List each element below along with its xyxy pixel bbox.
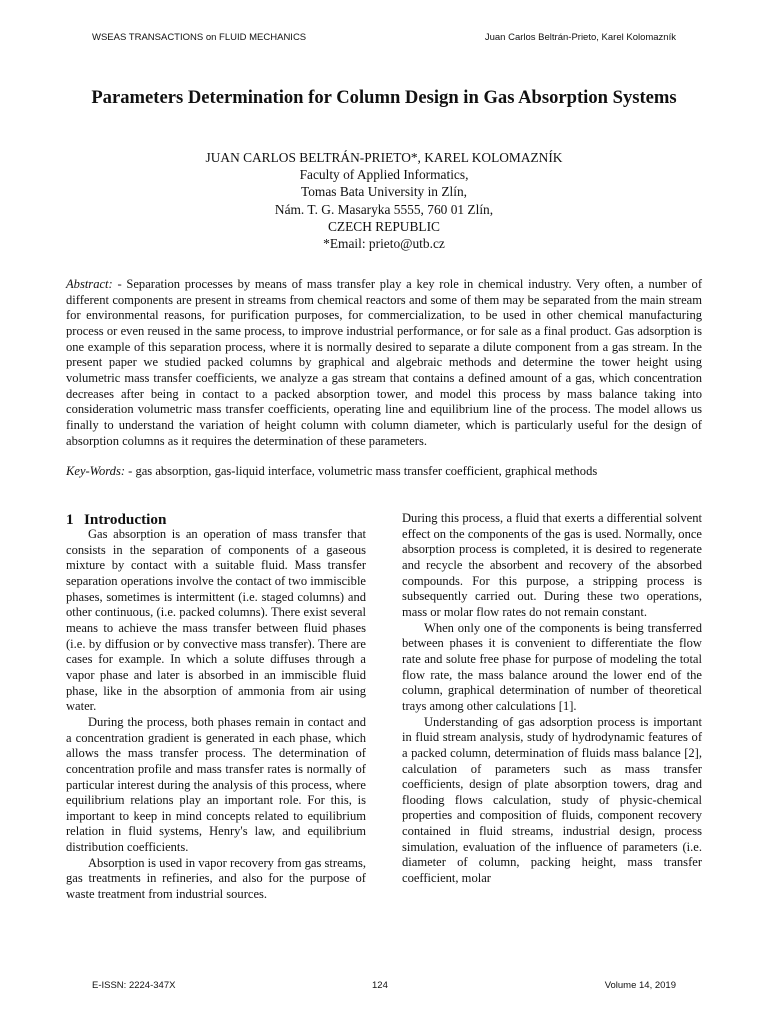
footer-page-number: 124 — [372, 980, 388, 991]
author-names: JUAN CARLOS BELTRÁN-PRIETO*, KAREL KOLOMAZNÍK — [205, 150, 563, 165]
running-header-authors: Juan Carlos Beltrán-Prieto, Karel Kolomazník — [484, 32, 676, 43]
body-paragraph: During the process, both phases remain in contact and a concentration gradient is generated in each phase, which allows the mass transfer process. The determination of concentration profile and mass transfer rates is normally of particular interest during the analysis of this process, where equilibrium relations play an important role. For this, is important to keep in mind concepts related to equilibrium relation in fluid systems, Henry's law, and equilibrium distribution coefficients. — [66, 714, 366, 855]
keywords-label: Key-Words: — [66, 464, 126, 479]
author-faculty: Faculty of Applied Informatics, — [299, 167, 469, 183]
left-column — [66, 527, 366, 903]
abstract-paragraph — [66, 277, 702, 449]
body-paragraph: Understanding of gas adsorption process is important in fluid stream analysis, study of hydrodynamic features of a packed column, determination of fluids mass balance [2], calculation of parameters such as mass transfer coefficients, design of plate absorption towers, drag and flooding flows calculation, study of physic-chemical properties and composition of fluids, component recovery contained in fluid streams, industrial design, process simulation, evaluation of the influence of parameters (i.e. diameter of column, packing height, mass transfer coefficient, molar — [402, 714, 702, 886]
keywords-text: - gas absorption, gas-liquid interface, volumetric mass transfer coefficient, graphical methods — [125, 464, 598, 479]
body-paragraph: Gas absorption is an operation of mass transfer that consists in the separation of components of a gaseous mixture by contact with a suitable fluid. Mass transfer separation operations involve the contact of two immiscible phases, sometimes is intermittent (i.e. staged columns) and other continuous, (i.e. packed columns). There exist several means to achieve the mass transfer between fluid phases (i.e. by diffusion or by convective mass transfer). There are cases for example. In which a solute diffuses through a vapor phase and later is absorbed in an immiscible fluid phase, like in the absorption of ammonia from air using water. — [66, 527, 366, 714]
abstract-label: Abstract: — [66, 277, 113, 291]
body-paragraph: When only one of the components is being transferred between phases it is convenient to differentiate the flow rate and solute free phase for purpose of modeling the total flow rate, the mass balance around the lower end of the column, graphical determination of number of theoretical trays among other calculations [1]. — [402, 620, 702, 713]
right-column — [402, 511, 702, 887]
paper-title: Parameters Determination for Column Design in Gas Absorption Systems — [91, 87, 677, 108]
author-country: CZECH REPUBLIC — [328, 218, 440, 234]
running-header-journal: WSEAS TRANSACTIONS on FLUID MECHANICS — [92, 32, 307, 43]
footer-issn: E-ISSN: 2224-347X — [92, 980, 176, 991]
author-address: Nám. T. G. Masaryka 5555, 760 01 Zlín, — [274, 201, 494, 217]
author-university: Tomas Bata University in Zlín, — [300, 184, 468, 200]
author-block — [66, 149, 702, 252]
abstract-section — [66, 277, 702, 480]
keywords-paragraph — [66, 464, 702, 480]
section-title: Introduction — [84, 511, 167, 528]
body-paragraph: Absorption is used in vapor recovery from gas streams, gas treatments in refineries, and also for the purpose of waste treatment from industrial sources. — [66, 855, 366, 902]
body-paragraph: During this process, a fluid that exerts a differential solvent effect on the components of the gas is used. Normally, once absorption process is completed, it is desired to regenerate and recycle the absorbent and recovery of the absorbed compounds. For this purpose, a stripping process is subsequently carried out. During these two operations, mass or molar flow rates do not remain constant. — [402, 511, 702, 619]
author-email: *Email: prieto@utb.cz — [323, 236, 445, 252]
section-number: 1 — [66, 511, 74, 528]
abstract-text: - Separation processes by means of mass transfer play a key role in chemical industry. Very often, a number of different components are present in streams from chemical reactors and some of them may be separated from the main stream for environmental reasons, for purification purposes, for commercialization, to be used in other chemical manufacturing process or even reused in the same process, to improve industrial performance, or for sale as a final product. Gas adsorption is one example of this separation process, where it is normally desired to separate a dilute component from a gas stream. In the present paper we studied packed columns by graphical and algebraic methods and determine the tower height using volumetric mass transfer coefficients, we analyze a gas stream that contains a defined amount of a gas, which concentration decreases after being in contact to a packed absorption tower, and model this process by mass balance taking into consideration volumetric mass transfer coefficients, operating line and equilibrium line of the process. The model allows us finally to understand the variation of height column with column diameter, which is particularly useful for the design of absorption columns as it requires the determination of these parameters. — [66, 277, 702, 448]
footer-volume: Volume 14, 2019 — [604, 980, 676, 991]
